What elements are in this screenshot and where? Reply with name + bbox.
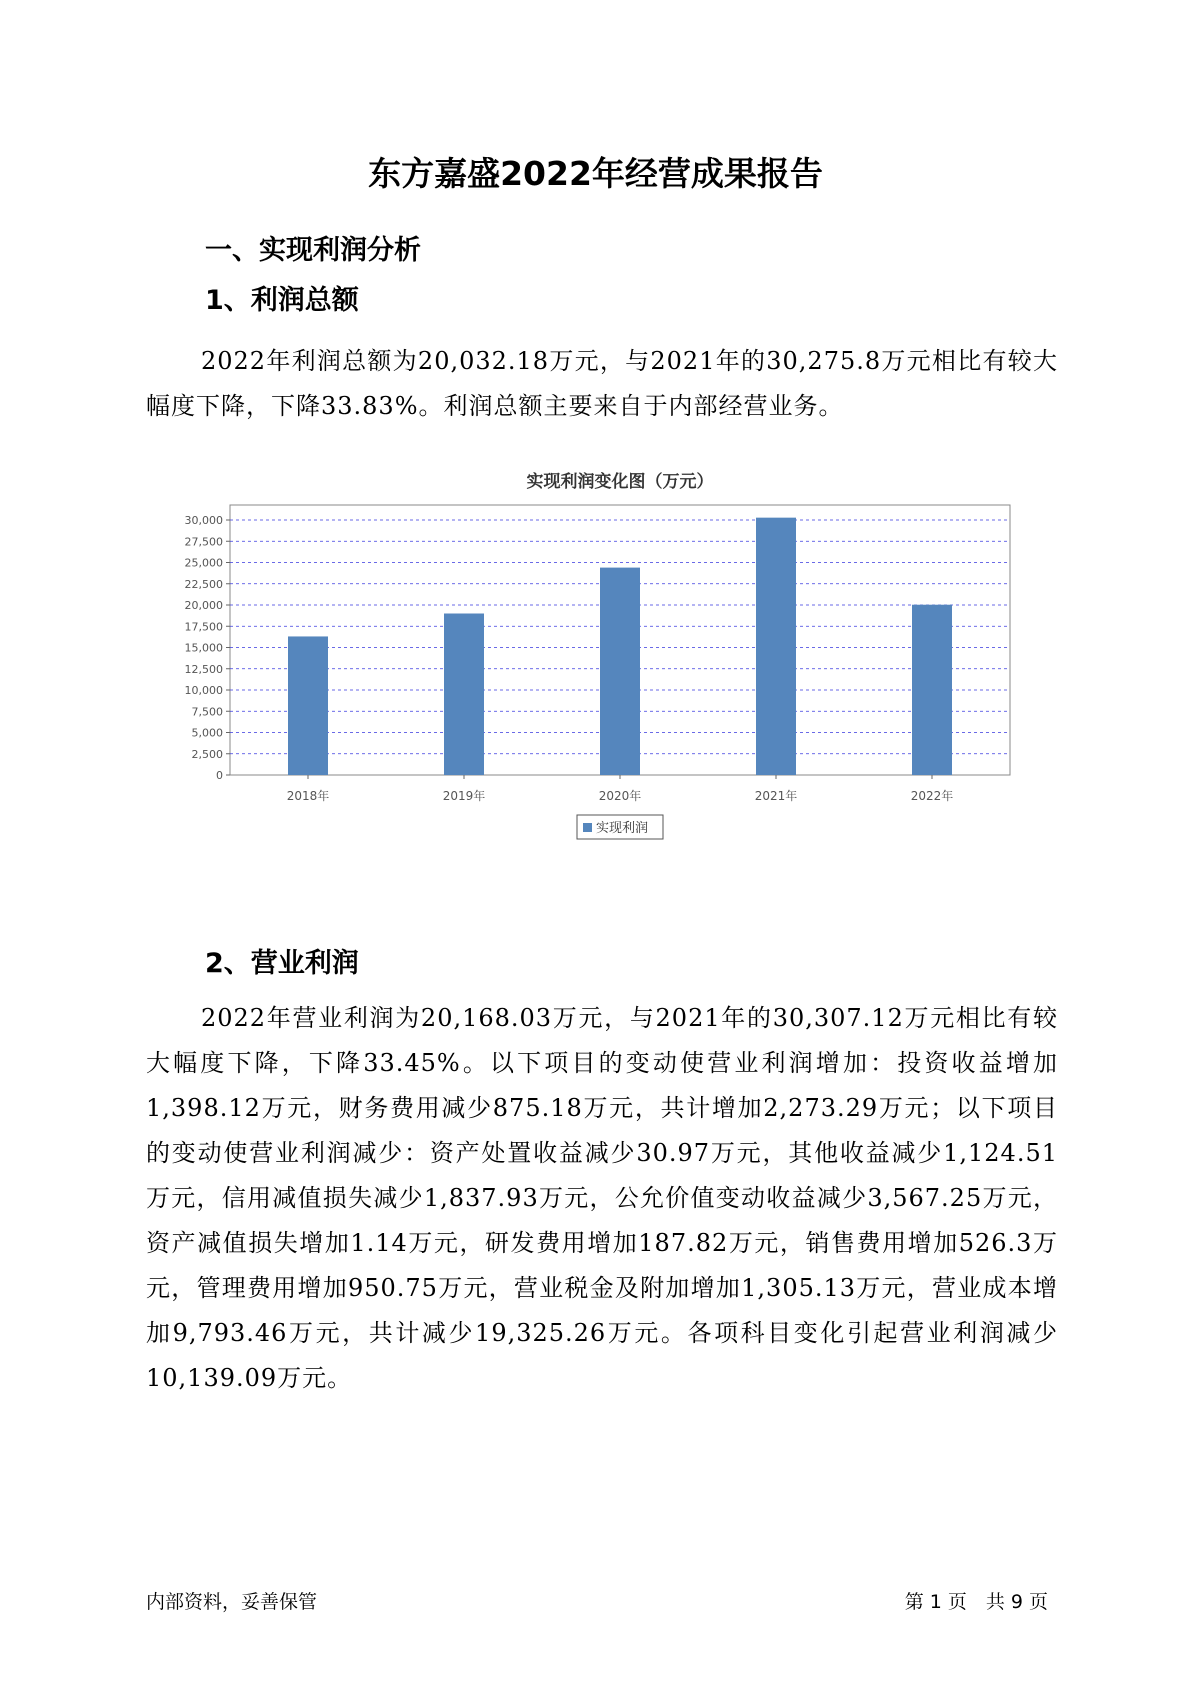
chart-bar	[288, 636, 328, 775]
chart-bar	[912, 605, 952, 775]
profit-bar-chart	[150, 450, 1030, 910]
footer-confidential-note: 内部资料，妥善保管	[146, 1591, 318, 1613]
chart-y-tick-label: 10,000	[184, 684, 223, 697]
chart-y-tick-label: 17,500	[184, 620, 223, 634]
chart-y-tick-label: 25,000	[184, 556, 223, 570]
page-suffix: 页	[1028, 1591, 1048, 1613]
chart-svg	[150, 450, 1030, 910]
chart-y-tick-label: 15,000	[184, 641, 223, 655]
page-prefix: 第	[904, 1591, 924, 1613]
chart-y-tick-label: 27,500	[184, 535, 223, 549]
chart-x-tick-label: 2018年	[286, 789, 330, 803]
chart-title: 实现利润变化图（万元）	[526, 472, 714, 492]
page-mid: 页 共	[947, 1591, 1005, 1613]
subsection-heading-operating-profit: 2、营业利润	[205, 948, 359, 979]
paragraph-operating-profit: 2022年营业利润为20,168.03万元，与2021年的30,307.12万元相比有较大幅度下降，下降33.45%。以下项目的变动使营业利润增加：投资收益增加1,398.12万元，财务费用减少875.18万元，共计增加2,273.29万元；以下项目的变动使营业利润减少：资产处置收益减少30.97万元，其他收益减少1,124.51万元，信用减值损失减少1,837.93万元，公允价值变动收益减少3,567.25万元，资产减值损失增加1.14万元，研发费用增加187.82万元，销售费用增加526.3万元，管理费用增加950.75万元，营业税金及附加增加1,305.13万元，营业成本增加9,793.46万元，共计减少19,325.26万元。各项科目变化引起营业利润减少10,139.09万元。	[146, 1004, 1058, 1392]
page-total: 9	[1010, 1591, 1023, 1613]
chart-y-tick-label: 12,500	[184, 662, 223, 676]
chart-x-tick-label: 2022年	[910, 789, 954, 803]
page-current: 1	[929, 1591, 942, 1613]
chart-x-tick-label: 2020年	[598, 789, 642, 803]
chart-y-tick-label: 22,500	[184, 577, 223, 591]
paragraph-total-profit: 2022年利润总额为20,032.18万元，与2021年的30,275.8万元相比有较大幅度下降，下降33.83%。利润总额主要来自于内部经营业务。	[146, 347, 1058, 420]
chart-y-tick-label: 0	[216, 769, 223, 782]
subsection-heading-total-profit: 1、利润总额	[205, 285, 359, 316]
document-title: 东方嘉盛2022年经营成果报告	[368, 154, 823, 193]
chart-y-tick-label: 5,000	[191, 726, 223, 740]
chart-y-tick-label: 20,000	[184, 599, 223, 612]
chart-x-tick-label: 2021年	[754, 789, 798, 803]
chart-bar	[600, 568, 640, 775]
chart-bar	[444, 614, 484, 776]
chart-bar	[756, 518, 796, 775]
chart-y-tick-label: 30,000	[184, 514, 223, 527]
chart-legend-swatch	[583, 823, 592, 832]
chart-legend-label: 实现利润	[596, 821, 649, 836]
chart-x-tick-label: 2019年	[442, 789, 486, 803]
chart-y-tick-label: 7,500	[191, 705, 223, 719]
chart-y-tick-label: 2,500	[191, 747, 223, 761]
footer-page-number	[902, 1587, 1051, 1614]
section-heading-profit-analysis: 一、实现利润分析	[205, 235, 421, 266]
